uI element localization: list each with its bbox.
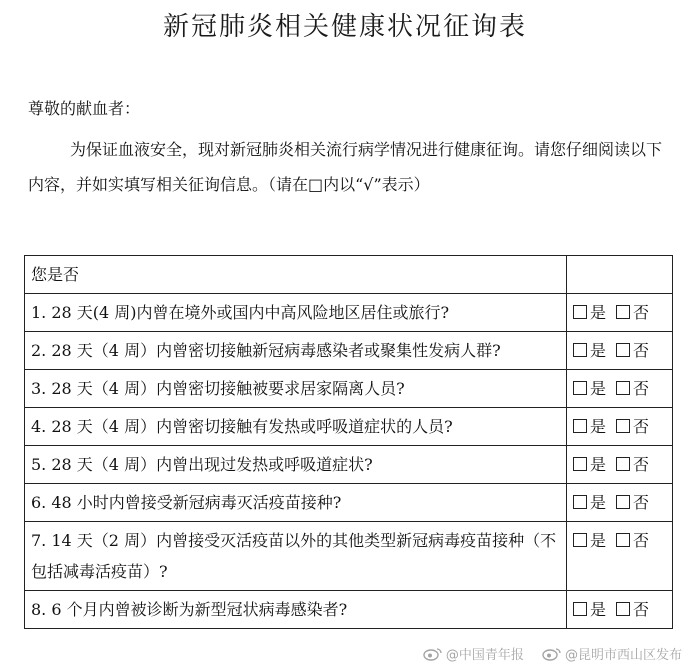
no-option[interactable] (616, 455, 649, 474)
answer-options (567, 370, 673, 408)
weibo-logo-icon (423, 647, 443, 661)
yes-label: 是 (590, 341, 607, 360)
table-header-empty (567, 256, 673, 294)
no-option[interactable] (616, 303, 649, 322)
no-label: 否 (633, 379, 650, 398)
no-checkbox[interactable] (616, 602, 630, 616)
answer-options (567, 332, 673, 370)
yes-label: 是 (590, 379, 607, 398)
question-row (25, 332, 673, 370)
yes-option[interactable] (573, 303, 606, 322)
no-checkbox[interactable] (616, 457, 630, 471)
question-row (25, 591, 673, 629)
form-title: 新冠肺炎相关健康状况征询表 (162, 12, 527, 42)
no-label: 否 (633, 531, 650, 550)
no-option[interactable] (616, 341, 649, 360)
yes-checkbox[interactable] (573, 381, 587, 395)
watermark-source-1: @中国青年报 (445, 648, 524, 663)
no-option[interactable] (616, 493, 649, 512)
yes-checkbox[interactable] (573, 602, 587, 616)
yes-label: 是 (590, 531, 607, 550)
question-row (25, 370, 673, 408)
health-questionnaire-table (24, 255, 673, 629)
no-label: 否 (633, 455, 650, 474)
no-checkbox[interactable] (616, 419, 630, 433)
yes-label: 是 (590, 417, 607, 436)
question-text: 6. 48 小时内曾接受新冠病毒灭活疫苗接种? (25, 484, 567, 522)
answer-options (567, 446, 673, 484)
yes-option[interactable] (573, 455, 606, 474)
question-text: 8. 6 个月内曾被诊断为新型冠状病毒感染者? (25, 591, 567, 629)
yes-checkbox[interactable] (573, 533, 587, 547)
yes-checkbox[interactable] (573, 457, 587, 471)
watermark (423, 644, 682, 663)
question-row (25, 484, 673, 522)
yes-label: 是 (590, 493, 607, 512)
answer-options (567, 408, 673, 446)
no-checkbox[interactable] (616, 495, 630, 509)
question-text: 3. 28 天（4 周）内曾密切接触被要求居家隔离人员? (25, 370, 567, 408)
no-option[interactable] (616, 379, 649, 398)
question-text: 1. 28 天(4 周)内曾在境外或国内中高风险地区居住或旅行? (25, 294, 567, 332)
yes-option[interactable] (573, 600, 606, 619)
watermark-source-2: @昆明市西山区发布 (564, 648, 682, 663)
greeting: 尊敬的献血者： (28, 99, 141, 118)
yes-checkbox[interactable] (573, 305, 587, 319)
answer-options (567, 591, 673, 629)
no-checkbox[interactable] (616, 305, 630, 319)
yes-option[interactable] (573, 417, 606, 436)
yes-label: 是 (590, 303, 607, 322)
no-option[interactable] (616, 531, 649, 550)
question-row (25, 408, 673, 446)
no-checkbox[interactable] (616, 381, 630, 395)
no-label: 否 (633, 303, 650, 322)
yes-option[interactable] (573, 531, 606, 550)
question-text: 5. 28 天（4 周）内曾出现过发热或呼吸道症状? (25, 446, 567, 484)
no-label: 否 (633, 600, 650, 619)
answer-options (567, 294, 673, 332)
question-row (25, 522, 673, 591)
question-row (25, 294, 673, 332)
question-text: 7. 14 天（2 周）内曾接受灭活疫苗以外的其他类型新冠病毒疫苗接种（不包括减毒活疫苗）? (25, 522, 567, 591)
yes-label: 是 (590, 600, 607, 619)
no-checkbox[interactable] (616, 343, 630, 357)
no-option[interactable] (616, 600, 649, 619)
weibo-logo-icon (542, 647, 562, 661)
yes-option[interactable] (573, 379, 606, 398)
no-label: 否 (633, 341, 650, 360)
question-row (25, 446, 673, 484)
yes-option[interactable] (573, 341, 606, 360)
no-label: 否 (633, 417, 650, 436)
yes-checkbox[interactable] (573, 343, 587, 357)
no-label: 否 (633, 493, 650, 512)
yes-option[interactable] (573, 493, 606, 512)
answer-options (567, 484, 673, 522)
yes-checkbox[interactable] (573, 495, 587, 509)
yes-checkbox[interactable] (573, 419, 587, 433)
question-text: 4. 28 天（4 周）内曾密切接触有发热或呼吸道症状的人员? (25, 408, 567, 446)
table-header-row (25, 256, 673, 294)
no-option[interactable] (616, 417, 649, 436)
no-checkbox[interactable] (616, 533, 630, 547)
yes-label: 是 (590, 455, 607, 474)
intro-paragraph: 为保证血液安全，现对新冠肺炎相关流行病学情况进行健康征询。请您仔细阅读以下内容，并如实填写相关征询信息。（请在□内以“√”表示） (28, 140, 663, 194)
table-header: 您是否 (25, 256, 567, 294)
answer-options (567, 522, 673, 591)
question-text: 2. 28 天（4 周）内曾密切接触新冠病毒感染者或聚集性发病人群? (25, 332, 567, 370)
